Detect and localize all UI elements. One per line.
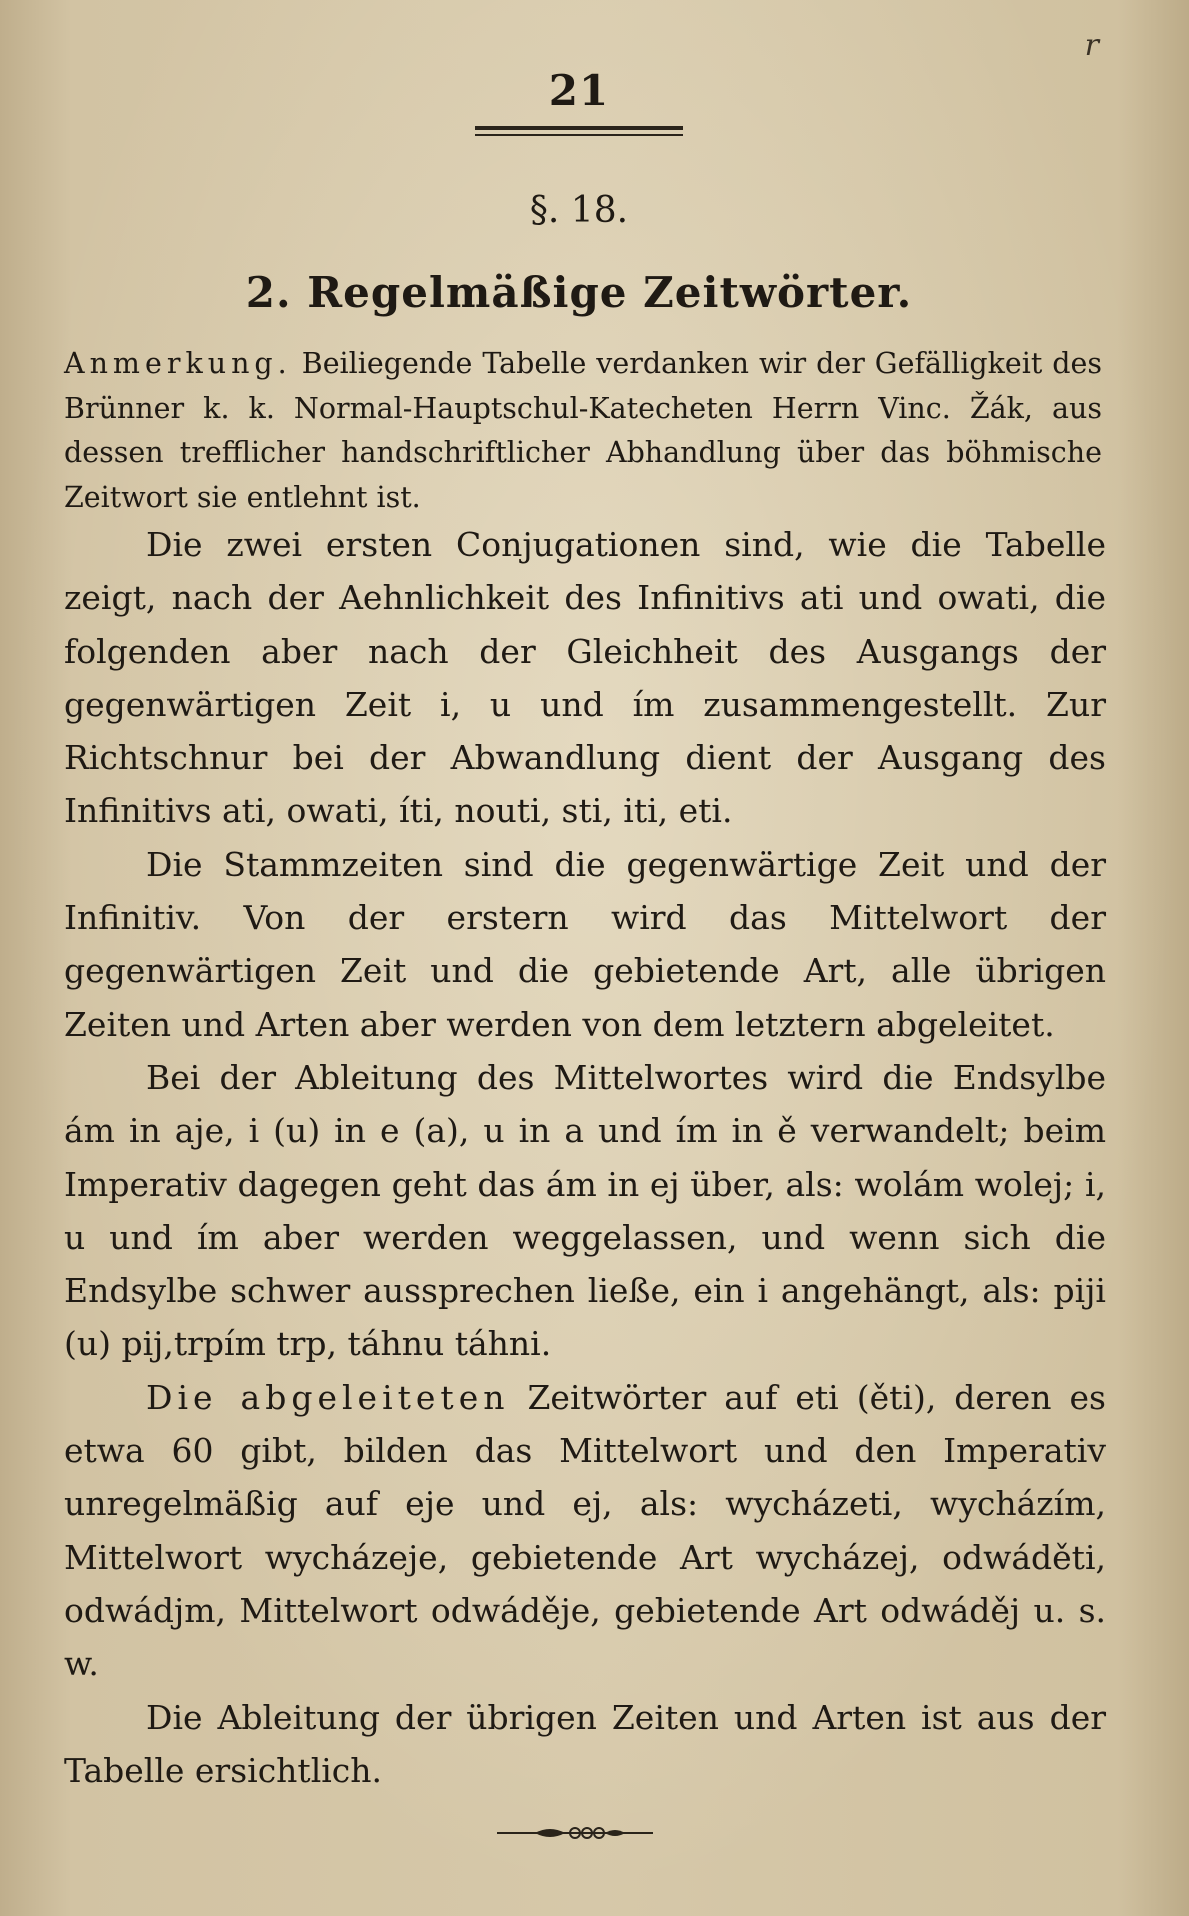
paragraph-lead: Die abgeleiteten — [146, 1377, 510, 1417]
paragraph-table-reference — [64, 1691, 1106, 1798]
paragraph-stem-tenses — [64, 838, 1106, 1051]
section-number: §. 18. — [529, 190, 629, 231]
rule-thick-line — [475, 126, 683, 130]
paragraph-participle-derivation — [64, 1051, 1106, 1371]
paragraph-text: Die Stammzeiten sind die gegenwärtige Zeit und der Infinitiv. Von der erstern wird das Mittelwort der gegenwärtigen Zeit und die gebietende Art, alle übrigen Zeiten und Arten aber werden von dem letztern abgeleitet. — [64, 844, 1106, 1044]
paragraph-text: Zeitwörter auf eti (ěti), deren es etwa 60 gibt, bilden das Mittelwort und den Imperativ unregelmäßig auf eje und ej, als: wycházeti, wycházím, Mittelwort wycházeje, gebietende Art wycházej, odwáděti, odwádjm, Mittelwort odwáděje, gebietende Art odwáděj u. s. w. — [64, 1377, 1106, 1684]
paragraph-derived-verbs — [64, 1371, 1106, 1691]
footnote-remark — [64, 342, 1102, 520]
end-ornament — [495, 1822, 655, 1844]
note-text: Beiliegende Tabelle verdanken wir der Gefälligkeit des Brünner k. k. Normal-Hauptschul-Katecheten Herrn Vinc. Žák, aus dessen trefflicher handschriftlicher Abhandlung über das böhmische Zeitwort sie entlehnt ist. — [64, 347, 1102, 514]
corner-mark: r — [1084, 28, 1099, 63]
page-number-rule — [475, 126, 683, 138]
paragraph-text: Bei der Ableitung des Mittelwortes wird die Endsylbe ám in aje, i (u) in e (a), u in a und ím in ě verwandelt; beim Imperativ dagegen geht das ám in ej über, als: wolám wolej; i, u und ím aber werden weggelassen, und wenn sich die Endsylbe schwer aussprechen ließe, ein i angehängt, als: piji (u) pij,trpím trp, táhnu táhni. — [64, 1057, 1106, 1364]
note-label: Anmerkung. — [64, 347, 292, 380]
paragraph-text: Die zwei ersten Conjugationen sind, wie die Tabelle zeigt, nach der Aehnlichkeit des Infinitivs ati und owati, die folgenden aber nach der Gleichheit des Ausgangs der gegenwärtigen Zeit i, u und ím zusammengestellt. Zur Richtschnur bei der Abwandlung dient der Ausgang des Infinitivs ati, owati, íti, nouti, sti, iti, eti. — [64, 525, 1106, 831]
rule-thin-line — [475, 134, 683, 136]
section-heading: 2. Regelmäßige Zeitwörter. — [245, 268, 913, 317]
body-text — [64, 518, 1106, 1797]
paragraph-text: Die Ableitung der übrigen Zeiten und Arten ist aus der Tabelle ersichtlich. — [64, 1697, 1106, 1790]
paragraph-conjugations — [64, 518, 1106, 838]
page-number: 21 — [548, 66, 610, 115]
